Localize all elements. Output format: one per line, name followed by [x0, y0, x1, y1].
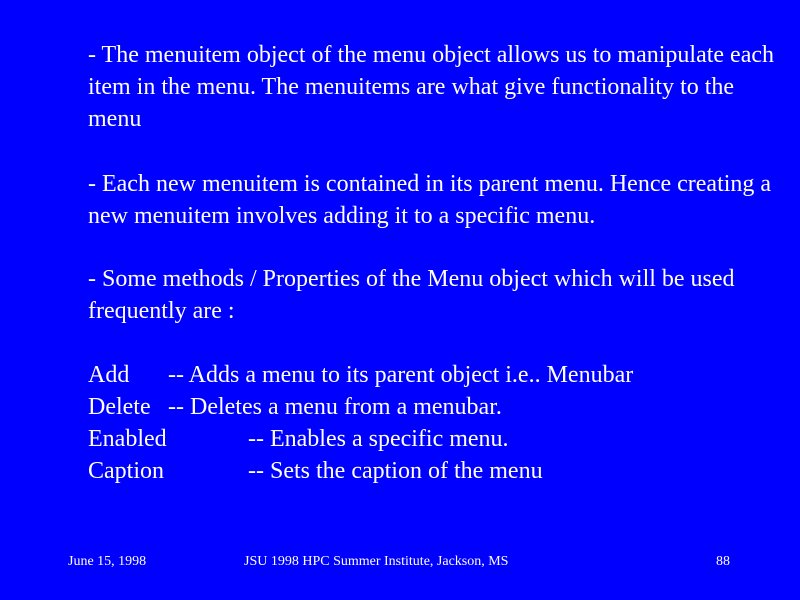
bullet-menuitem-parent: - Each new menuitem is contained in its parent menu. Hence creating a new menuitem involves adding it to a specific menu.: [88, 171, 772, 229]
method-description: -- Enables a specific menu.: [248, 426, 509, 452]
footer-title: JSU 1998 HPC Summer Institute, Jackson, MS: [244, 554, 509, 569]
bullet-menuitem-description: - The menuitem object of the menu object allows us to manipulate each item in the menu. The menuitems are what give functionality to the menu: [88, 42, 775, 132]
method-name: Delete: [88, 394, 151, 420]
method-description: -- Adds a menu to its parent object i.e.. Menubar: [168, 362, 634, 388]
footer-date: June 15, 1998: [68, 554, 147, 569]
method-description: -- Sets the caption of the menu: [248, 458, 543, 484]
method-name: Caption: [88, 458, 164, 484]
method-name: Enabled: [88, 426, 167, 452]
method-description: -- Deletes a menu from a menubar.: [168, 394, 502, 420]
method-name: Add: [88, 362, 130, 388]
bullet-methods-intro: - Some methods / Properties of the Menu object which will be used frequently are :: [88, 266, 735, 324]
page-number: 88: [716, 554, 730, 569]
